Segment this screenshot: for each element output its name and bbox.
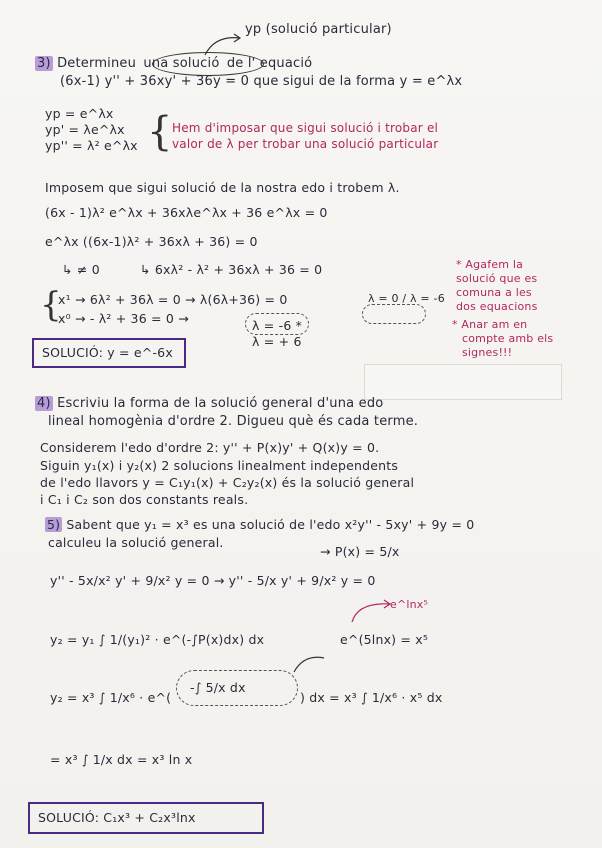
q3-title-a: Determineu [57,56,137,71]
q5-line-2: calculeu la solució general. [48,535,224,550]
q3-sys2: x⁰ → - λ² + 36 = 0 → [58,311,189,326]
cloud-highlight [245,313,309,335]
q5-y2-formula: y₂ = y₁ ∫ 1/(y₁)² · e^(-∫P(x)dx) dx [50,632,265,647]
q3-number: 3) [37,56,51,71]
yp-line-2: yp' = λe^λx [45,122,125,137]
q4-answer-1: Considerem l'edo d'ordre 2: y'' + P(x)y' + Q(x)y = 0. [40,440,380,455]
q4-answer-2: Siguin y₁(x) i y₂(x) 2 solucions linealment independents [40,458,399,473]
faint-rectangle [364,364,562,400]
yp-line-1: yp = e^λx [45,106,114,121]
q3-equation: (6x-1) y'' + 36xy' + 36y = 0 que sigui de la forma y = e^λx [60,74,463,89]
cloud-highlight-2 [362,304,426,324]
q3-solution: SOLUCIÓ: y = e^-6x [42,345,173,360]
q5-line-1 [45,517,474,532]
q3-sys2-r2: λ = + 6 [252,334,302,349]
top-note: yp (solució particular) [245,22,392,37]
q3-eq3b: ↳ 6xλ² - λ² + 36xλ + 36 = 0 [140,262,323,277]
q3-eq1: (6x - 1)λ² e^λx + 36xλe^λx + 36 e^λx = 0 [45,205,328,220]
system-brace-icon: { [40,285,62,325]
q5-standard-form: y'' - 5x/x² y' + 9/x² y = 0 → y'' - 5/x y' + 9/x² y = 0 [50,573,376,588]
q3-title-oval: una solució [143,56,220,71]
q5-px: → P(x) = 5/x [320,544,400,559]
q5-line-1-text: Sabent que y₁ = x³ es una solució de l'edo x²y'' - 5xy' + 9y = 0 [66,517,475,532]
side-note-2-l1: * Anar am en [452,318,528,331]
q4-number: 4) [37,396,51,411]
side-note-2-l3: signes!!! [462,346,513,359]
cloud-highlight-3 [176,670,298,706]
side-note-1-l4: dos equacions [456,300,538,313]
q4-answer-3: de l'edo llavors y = C₁y₁(x) + C₂y₂(x) és la solució general [40,475,415,490]
q5-cloud-text: -∫ 5/x dx [190,680,246,695]
q5-y2-calc-a: y₂ = x³ ∫ 1/x⁶ · e^( [50,690,172,705]
q3-note-1: Hem d'imposar que sigui solució i trobar el [172,121,439,135]
side-note-1-l3: comuna a les [456,286,532,299]
yp-line-3: yp'' = λ² e^λx [45,138,138,153]
q4-line-1 [35,396,383,411]
oval-highlight [152,52,264,76]
q4-line-2: lineal homogènia d'ordre 2. Digueu què és cada terme. [48,414,419,429]
q5-side-small: e^lnx⁵ [390,598,429,611]
q5-number: 5) [47,517,61,532]
curved-arrow-icon-2 [290,652,330,676]
side-note-1-l1: * Agafem la [456,258,524,271]
q3-eq2: e^λx ((6x-1)λ² + 36xλ + 36) = 0 [45,234,258,249]
q5-solution: SOLUCIÓ: C₁x³ + C₂x³lnx [38,810,196,825]
side-note-2-l2: compte amb els [462,332,554,345]
pink-arrow-icon [348,596,396,626]
q3-sys1: x¹ → 6λ² + 36λ = 0 → λ(6λ+36) = 0 [58,292,288,307]
q3-sys1-result: λ = 0 / λ = -6 [368,292,445,305]
q4-line-1-text: Escriviu la forma de la solució general d'una edo [57,396,384,411]
brace-icon: { [147,109,173,155]
q3-eq3a: ↳ ≠ 0 [62,262,100,277]
q5-y2-calc-b: ) dx = x³ ∫ 1/x⁶ · x⁵ dx [300,690,443,705]
q3-impose: Imposem que sigui solució de la nostra edo i trobem λ. [45,180,400,195]
q5-side-exp: e^(5lnx) = x⁵ [340,632,429,647]
q5-y2-final: = x³ ∫ 1/x dx = x³ ln x [50,752,193,767]
side-note-1-l2: solució que es [456,272,538,285]
q3-title-b: de l' equació [226,56,313,71]
q3-sys2-r1: λ = -6 * [252,318,303,333]
q4-answer-4: i C₁ i C₂ son dos constants reals. [40,492,249,507]
q3-note-2: valor de λ per trobar una solució particular [172,137,439,151]
